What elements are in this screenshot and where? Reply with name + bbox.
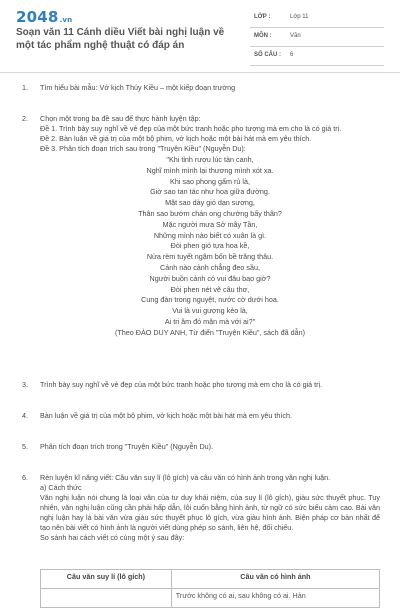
poem-line: "Khi tỉnh rượu lúc tàn canh, xyxy=(166,155,254,164)
comparison-table xyxy=(40,569,380,608)
poem-line: Khi sao phong gấm rủ là, xyxy=(170,176,250,186)
meta-row-class xyxy=(250,12,384,28)
question-line: Đề 2. Bàn luận về giá trị của một bộ phim, vở kịch hoặc một bài hát mà em yêu thích. xyxy=(40,134,312,143)
question-number: 6. xyxy=(22,473,28,482)
question-line: Chọn một trong ba đề sau để thực hành luyện tập: xyxy=(40,114,201,123)
table-row xyxy=(41,589,380,608)
table-header-row xyxy=(41,570,380,589)
meta-row-subject xyxy=(250,31,384,47)
meta-row-count xyxy=(250,50,384,66)
question-text xyxy=(40,473,380,543)
question-line: Rèn luyện kĩ năng viết: Câu văn suy lí (lô gích) và câu văn có hình ảnh trong văn nghị luận. xyxy=(40,473,331,482)
poem-line: Nghĩ mình mình lại thương mình xót xa. xyxy=(146,165,274,175)
poem-line: Cảnh nào cảnh chẳng đeo sầu, xyxy=(160,262,260,272)
poem-line: Nửa rèm tuyết ngậm bốn bề trăng thâu. xyxy=(146,252,274,262)
table-cell: Trước không có ai, sau không có ai. Hàn xyxy=(171,589,379,608)
subheading: a) Cách thức xyxy=(40,483,82,492)
poem-line: Thân sao bướm chán ong chường bấy thân? xyxy=(138,208,282,218)
meta-label: SỐ CÂU : xyxy=(254,52,281,58)
poem-line: Người buồn cảnh có vui đâu bao giờ? xyxy=(149,273,271,283)
meta-label: LỚP : xyxy=(254,14,271,20)
meta-value: Lớp 11 xyxy=(290,14,309,20)
poem-line: Mặt sao dày gió dạn sương, xyxy=(165,198,255,208)
question-number: 5. xyxy=(22,442,28,451)
poem-line: Đòi phen gió tựa hoa kề, xyxy=(170,241,250,251)
question-number: 1. xyxy=(22,83,28,92)
poem-line: Những mình nào biết có xuân là gì. xyxy=(153,230,267,240)
compare-intro: So sánh hai cách viết có cùng một ý sau đây: xyxy=(40,533,185,542)
header-divider xyxy=(0,72,400,73)
question-text: Trình bày suy nghĩ về vẻ đẹp của một bức tranh hoặc pho tượng mà em cho là có giá trị. xyxy=(40,380,323,389)
document-title: Soạn văn 11 Cánh diều Viết bài nghị luận về một tác phẩm nghệ thuật có đáp án xyxy=(16,27,225,51)
site-logo[interactable]: 2048.vn xyxy=(16,8,73,26)
poem-excerpt xyxy=(40,155,380,339)
page-header xyxy=(0,0,400,66)
poem-line: Mặc người mưa Sở mây Tần, xyxy=(162,219,258,229)
question-number: 3. xyxy=(22,380,28,389)
poem-line: Vui là vui gượng kẻo là, xyxy=(172,306,248,316)
question-text: Bàn luận về giá trị của một bộ phim, vở kịch hoặc một bài hát mà em yêu thích. xyxy=(40,411,293,420)
question-line: Đề 1. Trình bày suy nghĩ về vẻ đẹp của một bức tranh hoặc pho tượng mà em cho là có giá trị. xyxy=(40,124,342,133)
table-header-image: Câu văn có hình ảnh xyxy=(171,570,379,589)
poem-source: (Theo ĐÀO DUY ANH, Từ điển "Truyện Kiều", sách đã dẫn) xyxy=(115,327,305,337)
table-header-logic: Câu văn suy lí (lô gích) xyxy=(41,570,172,589)
question-text xyxy=(40,114,380,154)
question-number: 4. xyxy=(22,411,28,420)
poem-line: Đòi phen nét vẽ câu thơ, xyxy=(170,284,250,294)
question-text: Phân tích đoạn trích trong "Truyện Kiều" (Nguyễn Du). xyxy=(40,442,214,451)
question-line: Đề 3. Phân tích đoạn trích sau trong "Truyện Kiều" (Nguyễn Du): xyxy=(40,144,246,153)
meta-label: MÔN : xyxy=(254,33,272,39)
poem-line: Cung đàn trong nguyệt, nước cờ dưới hoa. xyxy=(141,295,279,305)
question-text: Tìm hiểu bài mẫu: Vở kịch Thúy Kiều – một kiếp đoạn trường xyxy=(40,83,236,92)
question-number: 2. xyxy=(22,114,28,123)
poem-line: Giờ sao tan tác như hoa giữa đường. xyxy=(150,187,270,197)
meta-value: 6 xyxy=(290,52,294,58)
table-cell xyxy=(41,589,172,608)
document-meta xyxy=(250,12,384,69)
explanation-paragraph: Văn nghị luận nói chung là loại văn của tư duy khái niệm, của suy lí (lô gích), giàu sức thuyết phục. Tuy nhiên, văn nghị luận cũng cần phải hấp dẫn, lôi cuốn bằng hình ảnh, từ ngữ có sức biểu cảm cao. Bài văn nghị luận hay là bài văn vừa giàu sức thuyết phục lô gích, vừa giàu hình ảnh. Biện pháp cơ bản nhất để tạo nên bài viết có hình ảnh là người viết dùng phép so sánh, liên hệ, đối chiếu. xyxy=(40,493,380,532)
poem-line: Ai tri âm đó mặn mà với ai?" xyxy=(164,316,256,326)
meta-value: Văn xyxy=(290,33,301,39)
